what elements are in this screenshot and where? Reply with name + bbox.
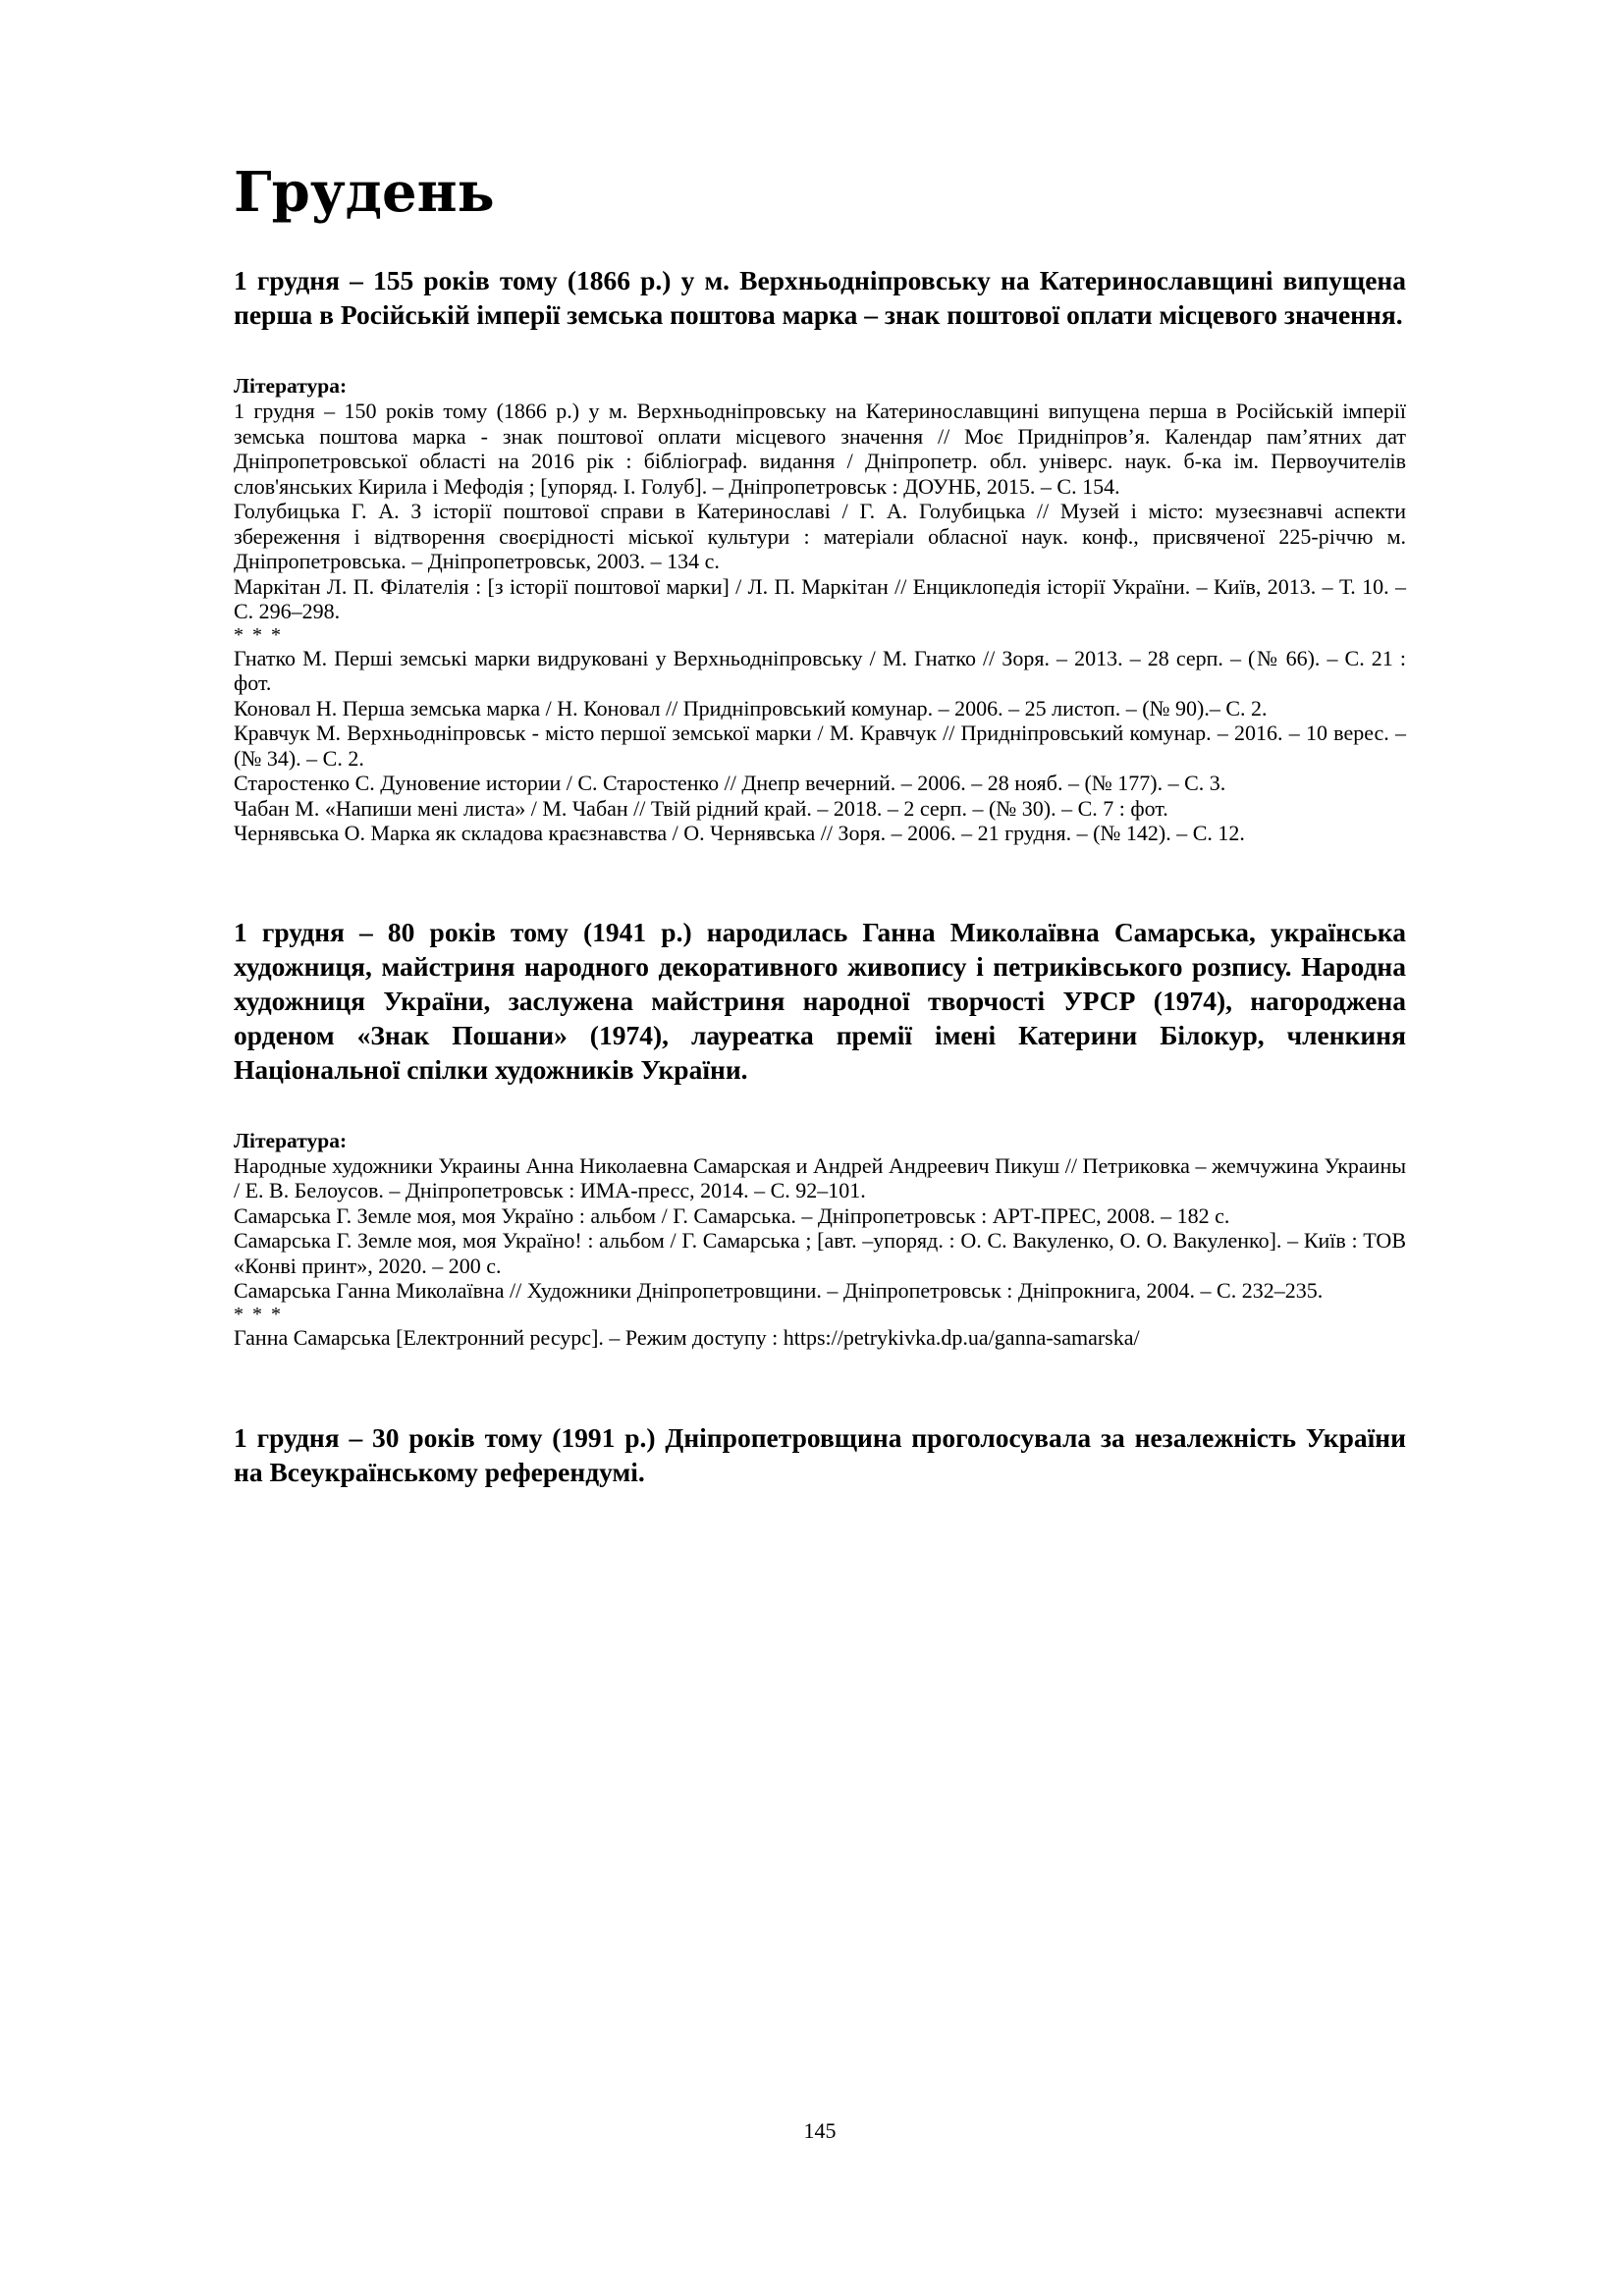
- page-title: Грудень: [234, 160, 495, 225]
- literature-label: Література:: [234, 1128, 348, 1152]
- reference-item: Коновал Н. Перша земська марка / Н. Коновал // Придніпровський комунар. – 2006. – 25 листоп. – (№ 90).– С. 2.: [234, 695, 1268, 721]
- reference-item: Маркітан Л. П. Філателія : [з історії поштової марки] / Л. П. Маркітан // Енциклопедія історії України. – Київ, 2013. – Т. 10. – С. 296–298.: [234, 573, 1406, 623]
- page-number: 145: [803, 2118, 837, 2143]
- section-separator: * * *: [234, 623, 283, 646]
- reference-item: Чернявська О. Марка як складова краєзнавства / О. Чернявська // Зоря. – 2006. – 21 грудня. – (№ 142). – С. 12.: [234, 821, 1245, 845]
- reference-item: Самарська Г. Земле моя, моя Україно : альбом / Г. Самарська. – Дніпропетровськ : АРТ-ПРЕС, 2008. – 182 с.: [234, 1202, 1230, 1228]
- reference-item: Народные художники Украины Анна Николаевна Самарская и Андрей Андреевич Пикуш // Петриковка – жемчужина Украины / Е. В. Белоусов. – Дніпропетровськ : ИМА-пресс, 2014. – С. 92–101.: [234, 1152, 1406, 1202]
- reference-item: Самарська Г. Земле моя, моя Україно! : альбом / Г. Самарська ; [авт. –упоряд. : О. С. Вакуленко, О. О. Вакуленко]. – Київ : ТОВ «Конві принт», 2020. – 200 с.: [234, 1228, 1406, 1278]
- event-entry-2: [234, 915, 1406, 1351]
- event-heading: 1 грудня – 155 років тому (1866 р.) у м. Верхньодніпровську на Катеринославщині випущена перша в Російській імперії земська поштова марка – знак поштової оплати місцевого значення.: [234, 265, 1406, 330]
- reference-item: 1 грудня – 150 років тому (1866 р.) у м. Верхньодніпровську на Катеринославщині випущена перша в Російській імперії земська поштова марка - знак поштової оплати місцевого значення // Моє Придніпров’я. Календар пам’ятних дат Дніпропетровської області на 2016 рік : бібліограф. видання / Дніпропетр. обл. універс. наук. б-ка ім. Первоучителів слов'янських Кирила і Мефодія ; [упоряд. І. Голуб]. – Дніпропетровськ : ДОУНБ, 2015. – С. 154.: [234, 399, 1406, 499]
- reference-item: Ганна Самарська [Електронний ресурс]. – Режим доступу : https://petrykivka.dp.ua/ganna-samarska/: [234, 1324, 1140, 1350]
- section-separator: * * *: [234, 1303, 283, 1325]
- document-page: [234, 157, 1406, 2143]
- reference-item: Гнатко М. Перші земські марки видруковані у Верхньодніпровську / М. Гнатко // Зоря. – 2013. – 28 серп. – (№ 66). – С. 21 : фот.: [234, 645, 1406, 695]
- literature-label: Література:: [234, 374, 348, 398]
- event-heading: 1 грудня – 30 років тому (1991 р.) Дніпропетровщина проголосувала за незалежність України на Всеукраїнському референдумі.: [234, 1422, 1406, 1487]
- event-heading: 1 грудня – 80 років тому (1941 р.) народилась Ганна Миколаївна Самарська, українська художниця, майстриня народного декоративного живопису і петриківського розпису. Народна художниця України, заслужена майстриня народної творчості УРСР (1974), нагороджена орденом «Знак Пошани» (1974), лауреатка премії імені Катерини Білокур, членкиня Національної спілки художників України.: [234, 916, 1406, 1085]
- reference-item: Самарська Ганна Миколаївна // Художники Дніпропетровщини. – Дніпропетровськ : Дніпрокнига, 2004. – С. 232–235.: [234, 1278, 1324, 1303]
- reference-item: Кравчук М. Верхньодніпровськ - місто першої земської марки / М. Кравчук // Придніпровський комунар. – 2016. – 10 верес. – (№ 34). – С. 2.: [234, 721, 1406, 771]
- event-entry-3: [234, 1420, 1406, 1489]
- reference-item: Старостенко С. Дуновение истории / С. Старостенко // Днепр вечерний. – 2006. – 28 нояб. – (№ 177). – С. 3.: [234, 771, 1226, 795]
- event-entry-1: [234, 263, 1406, 846]
- reference-item: Чабан М. «Напиши мені листа» / М. Чабан // Твій рідний край. – 2018. – 2 серп. – (№ 30). – С. 7 : фот.: [234, 795, 1168, 821]
- reference-item: Голубицька Г. А. З історії поштової справи в Катеринославі / Г. А. Голубицька // Музей і місто: музеєзнавчі аспекти збереження і відтворення своєрідності міської культури : матеріали обласної наук. конф., присвяченої 225-річчю м. Дніпропетровська. – Дніпропетровськ, 2003. – 134 с.: [234, 499, 1406, 573]
